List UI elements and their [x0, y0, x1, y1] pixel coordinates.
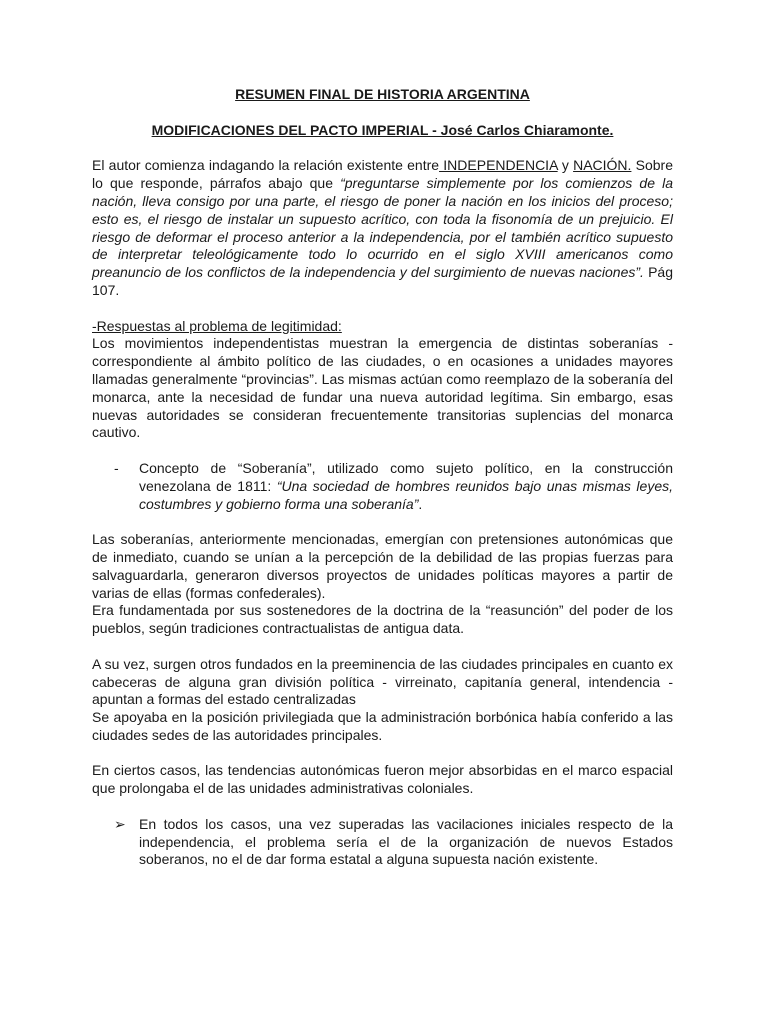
intro-text-1: El autor comienza indagando la relación existente entre	[92, 157, 440, 174]
autonomic-paragraph: En ciertos casos, las tendencias autonómicas fueron mejor absorbidas en el marco espacial que prolongaba el de las unidades administrativas coloniales.	[92, 762, 673, 797]
bullet-quote: “Una sociedad de hombres reunidos bajo unas mismas leyes, costumbres y gobierno forma una soberanía”	[139, 477, 673, 512]
bullet-text: Concepto de “Soberanía”, utilizado como sujeto político, en la construcción venezolana de 1811:	[139, 459, 673, 494]
document-page	[92, 86, 673, 869]
intro-quote: “preguntarse simplemente por los comienzos de la nación, lleva consigo por una parte, el riesgo de poner la nación en los inicios del proceso; esto es, el riesgo de instalar un supuesto acrítico, con toda la fisonomía de un prejuicio. El riesgo de deformar el proceso anterior a la independencia, por el también acrítico supuesto de interpretar teleológicamente todo lo ocurrido en el siglo XVIII americanos como preanuncio de los conflictos de la independencia y del surgimiento de nuevas naciones”.	[92, 175, 673, 281]
list-item-conclusion	[114, 816, 673, 869]
bullet-end: .	[418, 495, 423, 512]
intro-text-3: Sobre lo que responde, párrafos abajo que	[92, 157, 673, 192]
conclusion-text: En todos los casos, una vez superadas las vacilaciones iniciales respecto de la independencia, el problema sería el de la organización de nuevos Estados soberanos, no el de dar forma estatal a alguna supuesta nación existente.	[139, 815, 673, 868]
sovereignties-paragraph: Las soberanías, anteriormente mencionadas, emergían con pretensiones autonómicas que de inmediato, cuando se unían a la percepción de la debilidad de las propias fuerzas para salvaguardarla, generaron diversos proyectos de unidades políticas mayores a partir de varias de ellas (formas confederales).	[92, 531, 673, 601]
intro-page-ref: Pág 107.	[92, 264, 673, 298]
arrow-bullet-icon: ➢	[114, 815, 126, 832]
borbonic-paragraph: Se apoyaba en la posición privilegiada que la administración borbónica había conferido a las ciudades sedes de las autoridades principales.	[92, 709, 673, 743]
dash-bullet: -	[114, 459, 119, 476]
document-title: RESUMEN FINAL DE HISTORIA ARGENTINA	[235, 86, 530, 102]
legitimacy-paragraph: Los movimientos independentistas muestran la emergencia de distintas soberanías - correspondiente al ámbito político de las ciudades, o en ocasiones a unidades mayores llamadas generalmente “provincias”. Las mismas actúan como reemplazo de la soberanía del monarca, ante la necesidad de fundar una nueva autoridad legítima. Sin embargo, esas nuevas autoridades se consideran frecuentemente transitorias suplencias del monarca cautivo.	[92, 335, 673, 441]
intro-text-2: y	[557, 157, 574, 174]
list-item-soberania	[114, 460, 673, 513]
document-subtitle: MODIFICACIONES DEL PACTO IMPERIAL - José Carlos Chiaramonte.	[151, 121, 614, 138]
centralization-paragraph: A su vez, surgen otros fundados en la preeminencia de las ciudades principales en cuanto ex cabeceras de alguna gran división política - virreinato, capitanía general, intendencia - apuntan a formas del estado centralizadas	[92, 655, 673, 708]
term-nacion: NACIÓN.	[573, 157, 632, 174]
reasuncion-paragraph: Era fundamentada por sus sostenedores de la doctrina de la “reasunción” del poder de los pueblos, según tradiciones contractualistas de antigua data.	[92, 602, 673, 637]
intro-paragraph	[92, 157, 673, 299]
term-independencia: INDEPENDENCIA	[439, 157, 558, 174]
section-heading: -Respuestas al problema de legitimidad:	[92, 317, 342, 334]
